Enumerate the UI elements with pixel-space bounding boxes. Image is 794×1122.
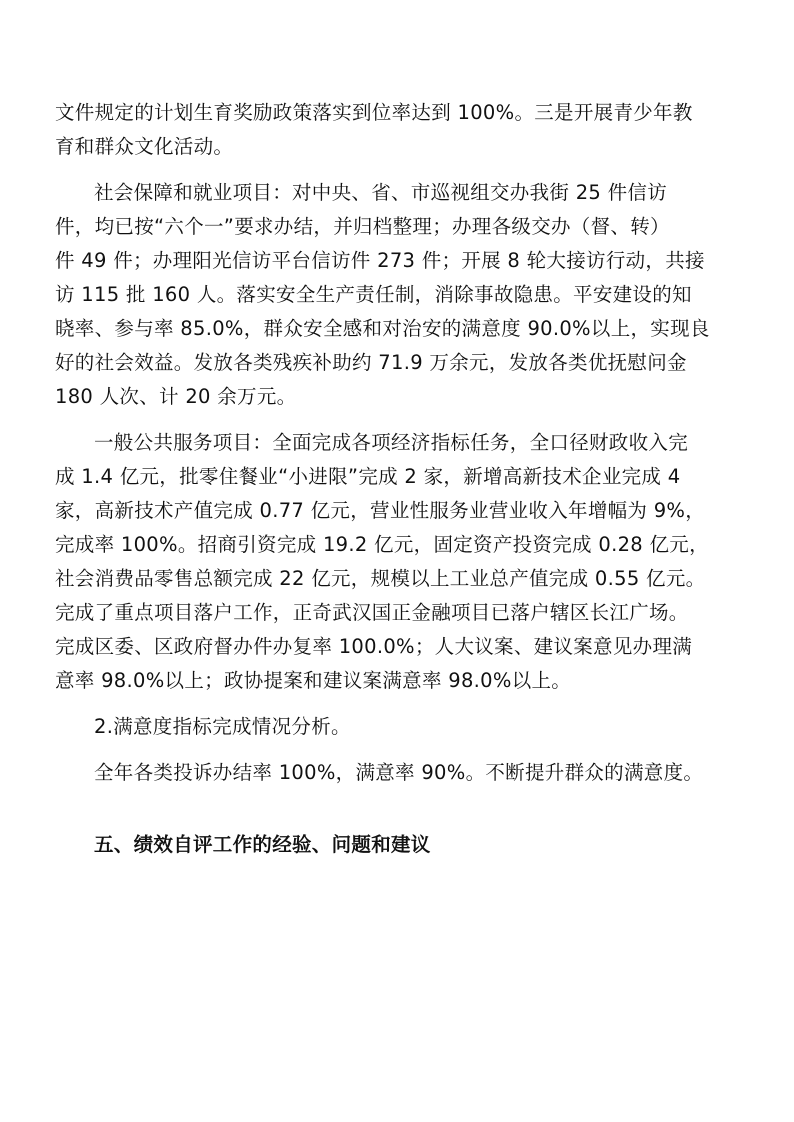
text-line: 好的社会效益。发放各类残疾补助约 71.9 万余元，发放各类优抚慰问金 xyxy=(55,351,687,374)
paragraph-public-services xyxy=(55,426,745,698)
section-heading: 五、绩效自评工作的经验、问题和建议 xyxy=(94,833,431,856)
text-line: 件，均已按“六个一”要求办结，并归档整理；办理各级交办（督、转） xyxy=(55,215,670,238)
text-line: 全年各类投诉办结率 100%，满意率 90%。不断提升群众的满意度。 xyxy=(94,761,704,784)
text-line: 2.满意度指标完成情况分析。 xyxy=(94,715,351,738)
text-line: 访 115 批 160 人。落实安全生产责任制，消除事故隐患。平安建设的知 xyxy=(55,283,692,306)
text-line: 完成区委、区政府督办件办复率 100.0%；人大议案、建议案意见办理满 xyxy=(55,635,693,658)
text-line: 意率 98.0%以上；政协提案和建议案满意率 98.0%以上。 xyxy=(55,669,572,692)
text-line: 文件规定的计划生育奖励政策落实到位率达到 100%。三是开展青少年教 xyxy=(55,101,693,124)
text-line: 完成率 100%。招商引资完成 19.2 亿元，固定资产投资完成 0.28 亿元， xyxy=(55,533,709,556)
text-line: 社会保障和就业项目：对中央、省、市巡视组交办我街 25 件信访 xyxy=(94,181,668,204)
text-line: 家，高新技术产值完成 0.77 亿元，营业性服务业营业收入年增幅为 9%， xyxy=(55,499,706,522)
text-line: 成 1.4 亿元，批零住餐业“小进限”完成 2 家，新增高新技术企业完成 4 xyxy=(55,465,681,488)
paragraph-satisfaction-heading xyxy=(55,710,745,744)
text-line: 晓率、参与率 85.0%，群众安全感和对治安的满意度 90.0%以上，实现良 xyxy=(55,317,710,340)
paragraph-complaints xyxy=(55,756,745,790)
text-line: 180 人次、计 20 余万元。 xyxy=(55,385,297,408)
section-five xyxy=(55,828,745,862)
document-page xyxy=(55,96,745,862)
text-line: 件 49 件；办理阳光信访平台信访件 273 件；开展 8 轮大接访行动，共接 xyxy=(55,249,705,272)
text-line: 社会消费品零售总额完成 22 亿元，规模以上工业总产值完成 0.55 亿元。 xyxy=(55,567,706,590)
text-line: 完成了重点项目落户工作，正奇武汉国正金融项目已落户辖区长江广场。 xyxy=(55,601,689,624)
paragraph-family-planning xyxy=(55,96,745,164)
paragraph-social-security xyxy=(55,176,745,414)
text-line: 一般公共服务项目：全面完成各项经济指标任务，全口径财政收入完 xyxy=(94,431,689,454)
text-line: 育和群众文化活动。 xyxy=(55,135,234,158)
